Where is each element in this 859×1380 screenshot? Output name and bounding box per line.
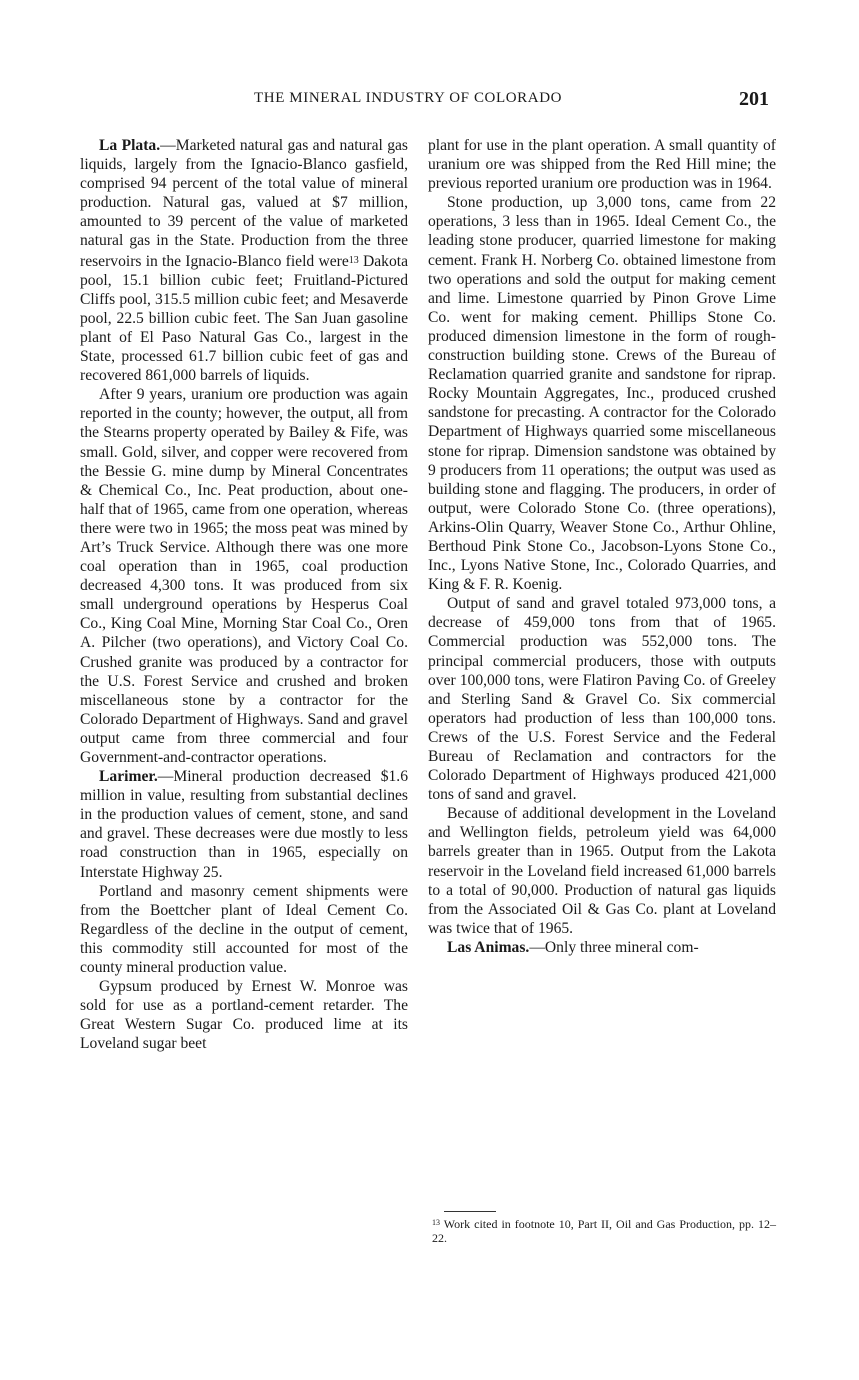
paragraph-las-animas	[428, 938, 776, 957]
paragraph-larimer-2: Portland and masonry cement shipments were from the Boettcher plant of Ideal Cement Co. Regardless of the decline in the output of cement, this commodity still accounted for most of the county mineral production value.	[80, 882, 408, 977]
paragraph-la-plata-2: After 9 years, uranium ore production was again reported in the county; however, the output, all from the Stearns property operated by Bailey & Fife, was small. Gold, silver, and copper were recovered from the Bessie G. mine dump by Mineral Concentrates & Chemical Co., Inc. Peat production, about one-half that of 1965, came from one operation, whereas there were two in 1965; the moss peat was mined by Art’s Truck Service. Although there was one more coal operation than in 1965, coal production decreased 4,300 tons. It was produced from six small underground operations by Hesperus Coal Co., King Coal Mine, Morning Star Coal Co., Oren A. Pilcher (two operations), and Victory Coal Co. Crushed granite was produced by a contractor for the U.S. Forest Service and crushed and broken miscellaneous stone by a contractor for the Colorado Department of Highways. Sand and gravel output came from three commercial and four Government-and-contractor operations.	[80, 386, 408, 766]
paragraph-stone: Stone production, up 3,000 tons, came from 22 operations, 3 less than in 1965. Ideal Cement Co., the leading stone producer, quarried limestone for making cement. Frank H. Norberg Co. obtained limestone from two operations and sold the output for making cement and lime. Limestone quarried by Pinon Grove Lime Co. went for making cement. Phillips Stone Co. produced dimension limestone in the form of rough-construction building stone. Crews of the Bureau of Reclamation quarried granite and sandstone for riprap. Rocky Mountain Aggregates, Inc., produced crushed sandstone for precasting. A contractor for the Colorado Department of Highways quarried some miscellaneous stone for riprap. Dimension sandstone was obtained by 9 producers from 11 operations; the output was used as building stone and flagging. The producers, in order of output, were Colorado Stone Co. (three operations), Arkins-Olin Quarry, Weaver Stone Co., Arthur Ohline, Berthoud Pink Stone Co., Jacobson-Lyons Stone Co., Inc., Lyons Native Stone, Inc., Colorado Quarries, and King & F. R. Koenig.	[428, 194, 776, 594]
footnote-text: Work cited in footnote 10, Part II, Oil and Gas Production, pp. 12–22.	[432, 1217, 776, 1245]
page-number: 201	[739, 88, 769, 110]
section-heading-la-plata: La Plata.	[99, 137, 161, 154]
footnote-marker: 13	[432, 1218, 440, 1227]
paragraph-larimer-1	[80, 767, 408, 882]
paragraph-larimer-3: Gypsum produced by Ernest W. Monroe was sold for use as a portland-cement retarder. The Great Western Sugar Co. produced lime at its Loveland sugar beet	[80, 978, 408, 1053]
paragraph-continued: plant for use in the plant operation. A small quantity of uranium ore was shipped from the Red Hill mine; the previous reported uranium ore production was in 1964.	[428, 137, 776, 193]
paragraph-text: Dakota pool, 15.1 billion cubic feet; Fruitland-Pictured Cliffs pool, 315.5 million cubic feet; and Mesaverde pool, 22.5 billion cubic feet. The San Juan gasoline plant of El Paso Natural Gas Co., largest in the State, processed 61.7 billion cubic feet of gas and recovered 861,000 barrels of liquids.	[80, 252, 408, 385]
paragraph-la-plata-1	[80, 136, 408, 385]
left-column	[80, 136, 408, 1054]
footnote-reference: 13	[348, 254, 359, 266]
paragraph-text: —Only three mineral com-	[529, 938, 699, 956]
footnote	[432, 1216, 776, 1245]
section-heading-larimer: Larimer.	[99, 768, 158, 786]
paragraph-text: —Marketed natural gas and natural gas liquids, largely from the Ignacio-Blanco gasfield, comprised 94 percent of the total value of mineral production. Natural gas, valued at $7 million, amounted to 39 percent of the value of marketed natural gas in the State. Production from the three reservoirs in the Ignacio-Blanco field were	[80, 137, 409, 270]
running-title: THE MINERAL INDUSTRY OF COLORADO	[254, 90, 563, 106]
footnote-divider	[444, 1211, 496, 1212]
paragraph-sand-gravel: Output of sand and gravel totaled 973,000 tons, a decrease of 459,000 tons from that of 1965. Commercial production was 552,000 tons. The principal commercial producers, those with outputs over 100,000 tons, were Flatiron Paving Co. of Greeley and Sterling Sand & Gravel Co. Six commercial operators had production of less than 100,000 tons. Crews of the U.S. Forest Service and the Federal Bureau of Reclamation and contractors for the Colorado Department of Highways produced 421,000 tons of sand and gravel.	[428, 595, 776, 804]
page-header	[0, 88, 859, 112]
paragraph-petroleum: Because of additional development in the Loveland and Wellington fields, petroleum yield was 64,000 barrels greater than in 1965. Output from the Lakota reservoir in the Loveland field increased 61,000 barrels to a total of 90,000. Production of natural gas liquids from the Associated Oil & Gas Co. plant at Loveland was twice that of 1965.	[428, 805, 776, 937]
paragraph-text: —Mineral production decreased $1.6 million in value, resulting from substantial declines in the production values of cement, stone, and sand and gravel. These decreases were due mostly to less road construction than in 1965, especially on Interstate Highway 25.	[80, 768, 408, 881]
section-heading-las-animas: Las Animas.	[447, 938, 530, 956]
right-column	[428, 136, 776, 957]
